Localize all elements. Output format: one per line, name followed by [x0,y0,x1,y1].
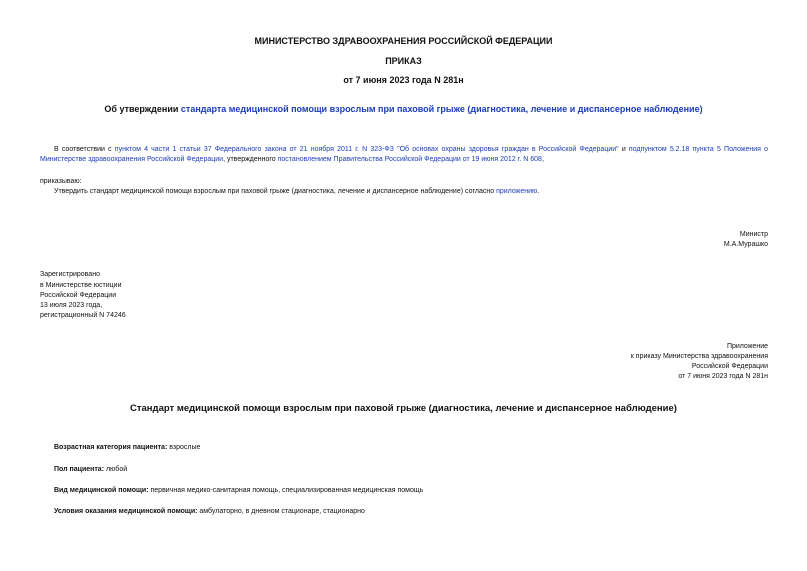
appendix-line-4: от 7 июня 2023 года N 281н [678,373,768,380]
field-conditions-value: амбулаторно, в дневном стационаре, стационарно [197,508,365,515]
registration-line-1: Зарегистрировано [40,271,100,278]
signature-position: Министр [739,231,768,238]
registration-line-2: в Министерстве юстиции [40,282,122,289]
approve-text: Утвердить стандарт медицинской помощи взрослым при паховой грыже (диагностика, лечение и диспансерное наблюдение) согласно [54,188,497,195]
preamble-paragraph [40,145,768,165]
field-age [54,443,200,453]
appendix-link[interactable]: приложению [496,188,538,195]
field-conditions-label: Условия оказания медицинской помощи: [54,508,198,515]
field-conditions [54,507,365,517]
field-sex-value: любой [104,466,128,473]
approve-end: . [537,188,540,195]
doc-type: ПРИКАЗ [385,56,422,66]
signature-name: М.А.Мурашко [723,241,768,248]
field-care-type-label: Вид медицинской помощи: [54,487,149,494]
regulation-link-1[interactable]: подпунктом 5.2.18 пункта 5 Положения о [628,146,768,153]
field-care-type [54,486,423,496]
order-title-prefix: Об утверждении [104,104,181,114]
preamble-text-c: , утвержденного [223,156,278,163]
appendix-line-3: Российской Федерации [691,363,768,370]
ministry-heading: МИНИСТЕРСТВО ЗДРАВООХРАНЕНИЯ РОССИЙСКОЙ ФЕДЕРАЦИИ [254,36,553,46]
field-sex [54,465,127,475]
registration-line-5: регистрационный N 74246 [40,312,126,319]
law-link[interactable]: пунктом 4 части 1 статьи 37 Федерального закона от 21 ноября 2011 г. N 323-ФЗ "Об основах охраны здоровья граждан в Российской Федерации" [114,146,619,153]
regulation-link-2[interactable]: Министерстве здравоохранения Российской Федерации [40,156,224,163]
order-date-number: от 7 июня 2023 года N 281н [343,75,464,85]
field-care-type-value: первичная медико-санитарная помощь, специализированная медицинская помощь [148,487,424,494]
preamble-text-a: В соответствии с [54,146,115,153]
standard-link[interactable]: стандарта медицинской помощи взрослым при паховой грыже (диагностика, лечение и диспансерное наблюдение) [180,104,703,114]
field-sex-label: Пол пациента: [54,466,105,473]
preamble-text-b: и [618,146,629,153]
registration-line-3: Российской Федерации [40,292,117,299]
approve-paragraph [54,187,768,197]
orders-word: приказываю: [40,178,82,185]
field-age-label: Возрастная категория пациента: [54,444,168,451]
resolution-link[interactable]: постановлением Правительства Российской Федерации от 19 июня 2012 г. N 608 [277,156,542,163]
preamble-text-d: , [541,156,544,163]
standard-title: Стандарт медицинской помощи взрослым при паховой грыже (диагностика, лечение и диспансерное наблюдение) [130,403,677,414]
appendix-line-1: Приложение [726,343,768,350]
registration-line-4: 13 июля 2023 года, [40,302,103,309]
appendix-line-2: к приказу Министерства здравоохранения [630,353,768,360]
order-title [0,104,807,114]
field-age-value: взрослые [167,444,201,451]
